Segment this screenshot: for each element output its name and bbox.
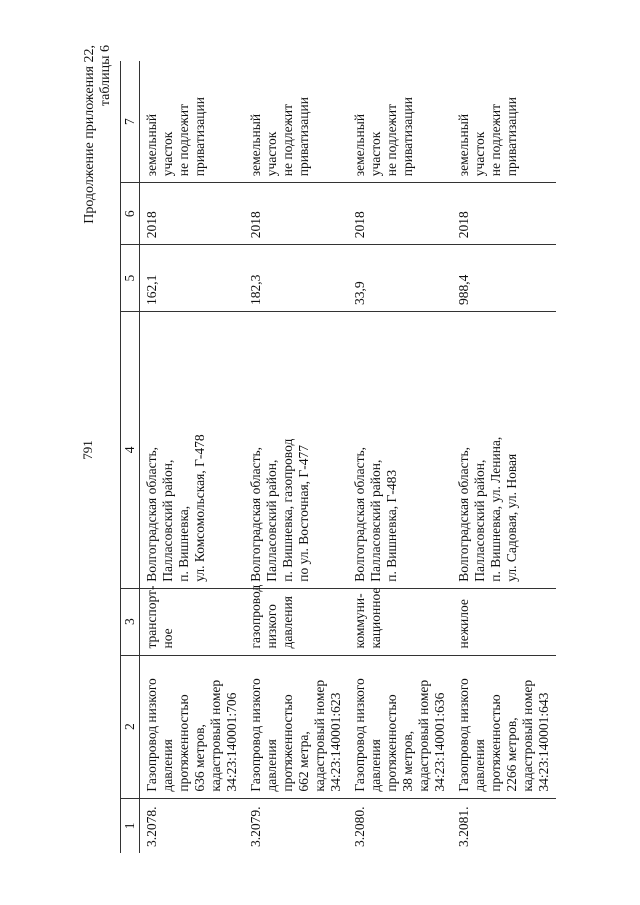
object-purpose: нежилое (452, 588, 556, 655)
object-year: 2018 (244, 183, 348, 245)
row-number: 3.2081. (456, 806, 471, 847)
continuation-caption (82, 45, 114, 295)
property-table (120, 61, 556, 853)
object-address: Волгоградская область, Палласовский район, п. Вишневка, Г-483 (348, 312, 452, 589)
column-header: 5 (121, 245, 140, 312)
column-number-row (121, 61, 140, 853)
table-row (348, 61, 452, 853)
column-header: 7 (121, 61, 140, 183)
column-header: 4 (121, 312, 140, 589)
object-name: Газопровод низкого давления протяженностью 38 метров, кадастровый номер 34:23:140001:636 (348, 655, 452, 798)
row-number: 3.2079. (248, 806, 263, 847)
object-note: земельный участок не подлежит приватизации (244, 61, 348, 183)
object-purpose: коммуни- кационное (348, 588, 452, 655)
object-year: 2018 (452, 183, 556, 245)
object-area: 988,4 (452, 245, 556, 312)
object-purpose: транспорт- ное (140, 588, 245, 655)
object-name: Газопровод низкого давления протяженностью 636 метров, кадастровый номер 34:23:140001:706 (140, 655, 245, 798)
object-area: 33,9 (348, 245, 452, 312)
object-area: 162,1 (140, 245, 245, 312)
continuation-line-1: Продолжение приложения 22, (82, 45, 97, 224)
column-header: 1 (121, 798, 140, 853)
object-year: 2018 (140, 183, 245, 245)
table-row (140, 61, 245, 853)
table-row (452, 61, 556, 853)
table-row (244, 61, 348, 853)
object-name: Газопровод низкого давления протяженностью 2266 метров, кадастровый номер 34:23:140001:643 (452, 655, 556, 798)
row-number: 3.2078. (144, 806, 159, 847)
object-purpose: газопровод низкого давления (244, 588, 348, 655)
column-header: 2 (121, 655, 140, 798)
object-note: земельный участок не подлежит приватизации (348, 61, 452, 183)
object-address: Волгоградская область, Палласовский район, п. Вишневка, ул. Ленина, ул. Садовая, ул. Новая (452, 312, 556, 589)
column-header: 3 (121, 588, 140, 655)
continuation-line-2: таблицы 6 (98, 45, 113, 107)
object-note: земельный участок не подлежит приватизации (452, 61, 556, 183)
object-area: 182,3 (244, 245, 348, 312)
object-year: 2018 (348, 183, 452, 245)
object-name: Газопровод низкого давления протяженностью 662 метра, кадастровый номер 34:23:140001:623 (244, 655, 348, 798)
row-number: 3.2080. (352, 806, 367, 847)
page-number: 791 (80, 440, 95, 460)
column-header: 6 (121, 183, 140, 245)
object-address: Волгоградская область, Палласовский район, п. Вишневка, ул. Комсомольская, Г-478 (140, 312, 245, 589)
object-address: Волгоградская область, Палласовский район, п. Вишневка, газопровод по ул. Восточная, Г-477 (244, 312, 348, 589)
object-note: земельный участок не подлежит приватизации (140, 61, 245, 183)
